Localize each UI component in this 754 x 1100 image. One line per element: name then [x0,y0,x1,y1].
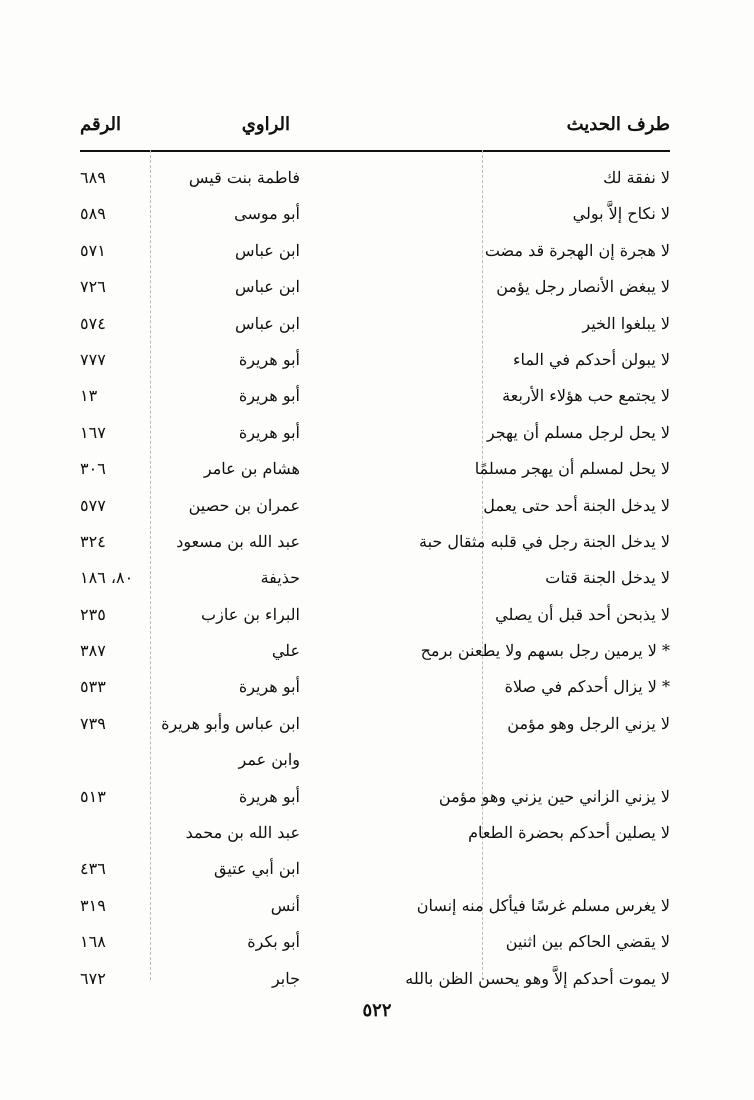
hadith-text: لا يقضي الحاكم بين اثنين [505,932,670,952]
table-row [80,342,670,378]
table-row [80,269,670,305]
table-row [80,306,670,342]
hadith-number: ٥٧٧ [80,495,106,515]
hadith-number: ٧٧٧ [80,349,106,369]
table-row [80,815,670,851]
header-rule [80,150,670,152]
narrator-name: علي [271,641,300,661]
hadith-text: لا يذبحن أحد قبل أن يصلي [495,604,670,624]
hadith-text: لا يصلين أحدكم بحضرة الطعام [468,823,670,843]
hadith-text: لا يحل لرجل مسلم أن يهجر [486,422,670,442]
narrator-name: جابر [271,968,300,988]
hadith-text: لا يدخل الجنة أحد حتى يعمل [483,495,670,515]
hadith-number: ٦٨٩ [80,168,106,187]
narrator-name: أبو هريرة [238,349,300,369]
table-row [80,924,670,960]
narrator-name: ابن عباس [235,240,300,260]
hadith-number: ١٣ [80,386,98,406]
hadith-text: لا يزني الرجل وهو مؤمن [507,713,670,733]
narrator-name: ابن عباس وأبو هريرة [161,713,300,733]
table-row [80,961,670,997]
narrator-name: أبو هريرة [238,786,300,806]
header-hadith: طرف الحديث [566,114,670,135]
hadith-text: لا يبلغوا الخير [582,313,670,333]
hadith-text: * لا يرمين رجل بسهم ولا يطعنن برمح [420,641,670,661]
hadith-text: * لا يزال أحدكم في صلاة [504,677,670,697]
table-row [80,233,670,269]
table-header [80,108,670,144]
narrator-name: عبد الله بن مسعود [176,531,300,551]
narrator-name: عمران بن حصين [188,495,300,515]
hadith-number: ١٦٧ [80,422,106,442]
hadith-text: لا نفقة لك [603,168,670,187]
hadith-text: لا يبغض الأنصار رجل يؤمن [496,277,670,297]
table-row [80,196,670,232]
hadith-text: لا هجرة إن الهجرة قد مضت [484,240,670,260]
table-row [80,742,670,778]
header-rawi: الراوي [241,114,290,135]
hadith-number: ١٦٨ [80,932,106,952]
hadith-text: لا يبولن أحدكم في الماء [512,349,670,369]
hadith-text: لا يزني الزاني حين يزني وهو مؤمن [438,786,670,806]
index-table [80,160,670,997]
hadith-number: ٨٠، ١٨٦ [80,568,134,588]
table-row [80,633,670,669]
table-row [80,451,670,487]
table-row [80,488,670,524]
table-row [80,669,670,705]
hadith-text: لا يموت أحدكم إلاَّ وهو يحسن الظن بالله [405,968,670,988]
hadith-number: ٥٣٣ [80,677,106,697]
narrator-name: هشام بن عامر [203,459,300,479]
hadith-number: ٢٣٥ [80,604,106,624]
page-number: ٥٢٢ [362,1000,392,1021]
hadith-text: لا يحل لمسلم أن يهجر مسلمًا [474,459,670,479]
hadith-number: ٣٠٦ [80,459,106,479]
hadith-number: ٥١٣ [80,786,106,806]
narrator-name: أبو موسى [234,204,300,224]
narrator-name: أبو هريرة [238,677,300,697]
hadith-number: ٣٢٤ [80,531,106,551]
narrator-name: البراء بن عازب [201,604,300,624]
hadith-number: ٦٧٢ [80,968,106,988]
hadith-text: لا يغرس مسلم غرسًا فيأكل منه إنسان [416,895,670,915]
narrator-name: ابن عباس [235,277,300,297]
table-row [80,706,670,742]
hadith-number: ٥٨٩ [80,204,106,224]
narrator-name: أبو هريرة [238,422,300,442]
hadith-number: ٧٢٦ [80,277,106,297]
narrator-name: أنس [270,895,300,915]
narrator-name: عبد الله بن محمد [185,823,300,843]
table-row [80,597,670,633]
narrator-name: فاطمة بنت قيس [188,168,300,187]
hadith-text: لا يدخل الجنة قتات [545,568,670,588]
narrator-name: ابن عباس [235,313,300,333]
hadith-number: ٧٣٩ [80,713,106,733]
table-row [80,851,670,887]
hadith-text: لا يدخل الجنة رجل في قلبه مثقال حبة [419,531,670,551]
header-number: الرقم [80,114,122,135]
table-row [80,415,670,451]
narrator-name: وابن عمر [238,750,300,770]
table-row [80,779,670,815]
hadith-number: ٤٣٦ [80,859,106,879]
table-row [80,560,670,596]
table-row [80,524,670,560]
narrator-name: حذيفة [260,568,300,588]
hadith-number: ٣١٩ [80,895,106,915]
narrator-name: أبو هريرة [238,386,300,406]
hadith-text: لا نكاح إلاَّ بولي [572,204,670,224]
hadith-number: ٥٧١ [80,240,106,260]
hadith-number: ٣٨٧ [80,641,106,661]
narrator-name: أبو بكرة [247,932,300,952]
hadith-text: لا يجتمع حب هؤلاء الأربعة [502,386,670,406]
table-row [80,160,670,196]
table-row [80,888,670,924]
narrator-name: ابن أبي عتيق [213,859,300,879]
hadith-number: ٥٧٤ [80,313,106,333]
table-row [80,378,670,414]
